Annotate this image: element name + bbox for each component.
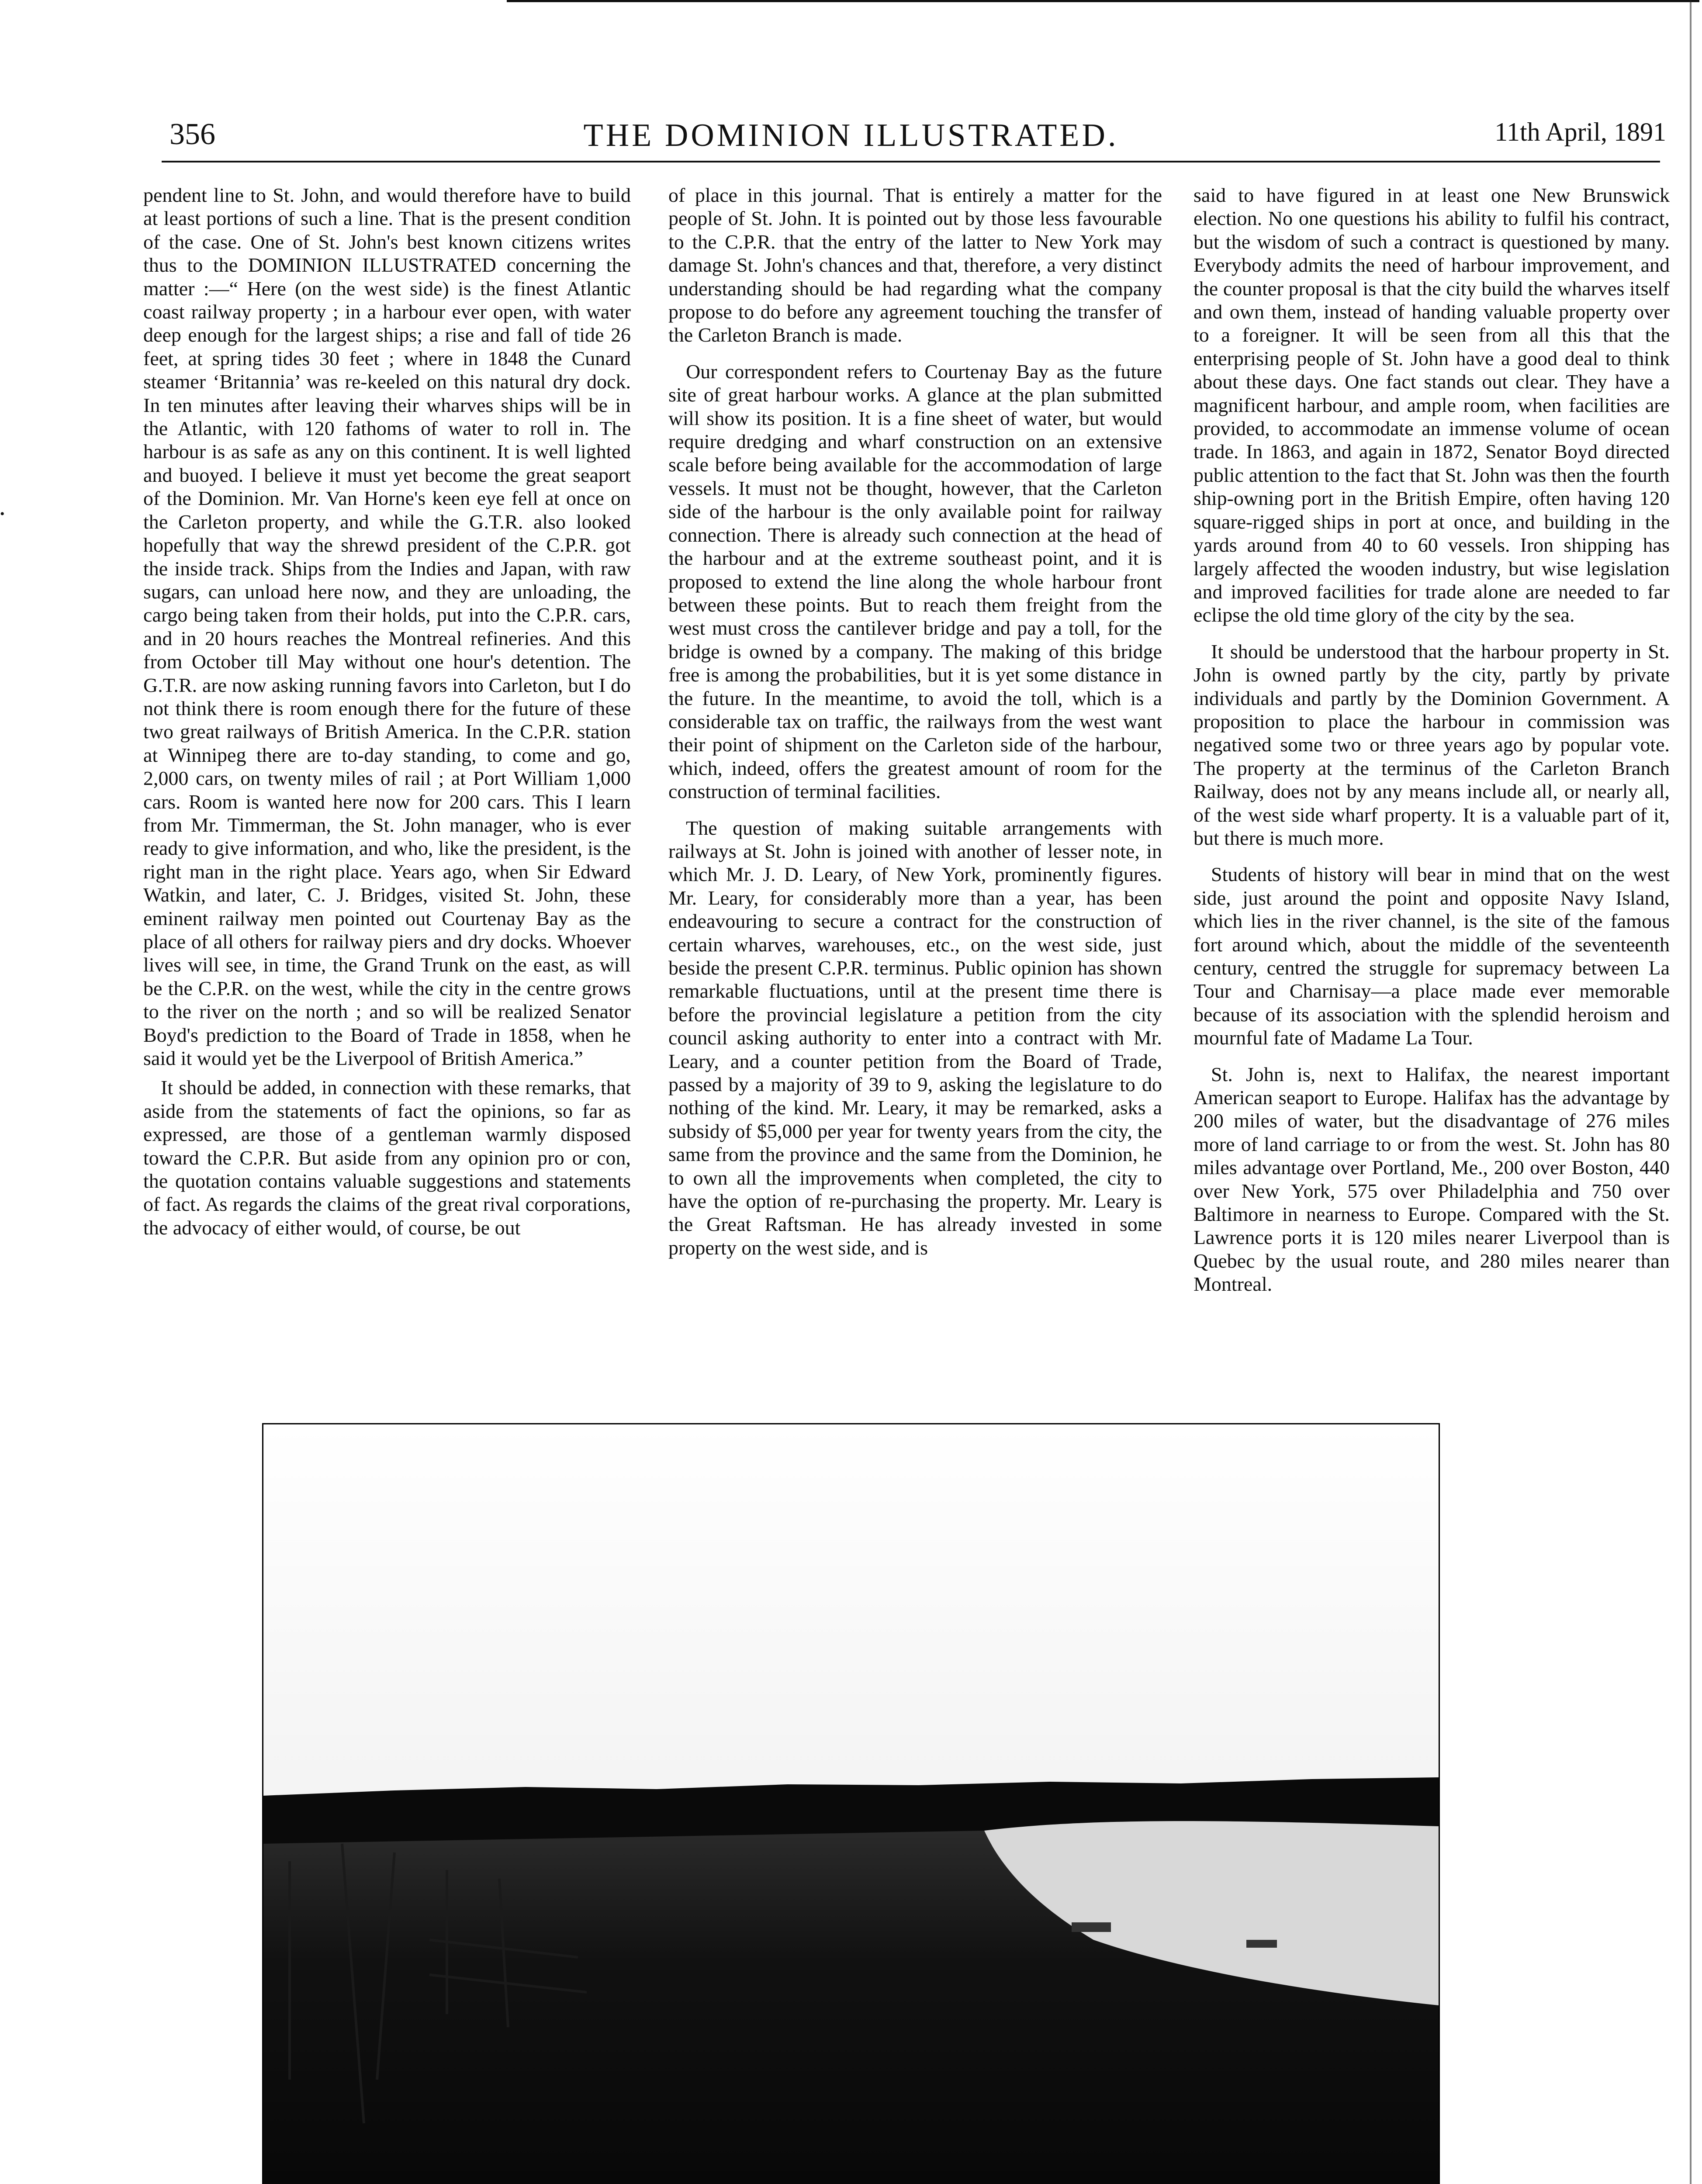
paragraph: It should be added, in connection with these remarks, that aside from the statements of fact the opinions, so far as expressed, are those of a gentleman warmly disposed toward the C.P.R. But aside from any opinion pro or con, the quotation contains valuable suggestions and statements of fact. As regards the claims of the great rival corporations, the advocacy of either would, of course, be out (143, 1076, 631, 1239)
text-column-1 (143, 183, 631, 1245)
paragraph: said to have figured in at least one New Brunswick election. No one questions his ability to fulfil his contract, but the wisdom of such a contract is questioned by many. Everybody admits the need of harbour improvement, and the counter proposal is that the city build the wharves itself and own them, instead of handing valuable property over to a foreigner. It will be seen from all this that the enterprising people of St. John have a good deal to think about these days. One fact stands out clear. They have a magnificent harbour, and ample room, when facilities are provided, to accommodate an immense volume of ocean trade. In 1863, and again in 1872, Senator Boyd directed public attention to the fact that St. John was then the fourth ship-owning port in the British Empire, often having 120 square-rigged ships in port at once, and building in the yards around from 40 to 60 vessels. Iron shipping has largely affected the wooden industry, but wise legislation and improved facilities for trade alone are needed to far eclipse the old time glory of the city by the sea. (1193, 184, 1670, 626)
paragraph: Our correspondent refers to Courtenay Bay as the future site of great harbour works. A glance at the plan submitted will show its position. It is a fine sheet of water, but would require dredging and wharf construction on an extensive scale before being available for the accommodation of large vessels. It must not be thought, however, that the Carleton side of the harbour is the only available point for railway connection. There is already such connection at the head of the harbour and at the extreme southeast point, and it is proposed to extend the line along the whole harbour front between these points. But to reach them freight from the west must cross the cantilever bridge and pay a toll, for the bridge is owned by a company. The making of this bridge free is among the probabilities, but it is yet some distance in the future. In the meantime, to avoid the toll, which is a considerable tax on traffic, the railways from the west want their point of shipment on the Carleton side of the harbour, which, indeed, offers the greatest amount of room for the construction of terminal facilities. (668, 360, 1162, 803)
paragraph: It should be understood that the harbour property in St. John is owned partly by the city, partly by private individuals and partly by the Dominion Government. A proposition to place the harbour in commission was negatived some two or three years ago by popular vote. The property at the terminus of the Carleton Branch Railway, does not by any means include all, or nearly all, of the west side wharf property. It is a valuable part of it, but there is much more. (1193, 640, 1670, 849)
page-header (0, 117, 1702, 165)
page-number: 356 (170, 117, 215, 151)
paragraph: The question of making suitable arrangements with railways at St. John is joined with another of lesser note, in which Mr. J. D. Leary, of New York, prominently figures. Mr. Leary, for considerably more than a year, has been endeavouring to secure a contract for the construction of certain wharves, warehouses, etc., on the west side, just beside the present C.P.R. terminus. Public opinion has shown remarkable fluctuations, until at the present time there is before the provincial legislature a petition from the city council asking authority to enter into a contract with Mr. Leary, and a counter petition from the Board of Trade, passed by a majority of 39 to 9, asking the legislature to do nothing of the kind. Mr. Leary, it may be remarked, asks a subsidy of $5,000 per year for twenty years from the city, the same from the province and the same from the Dominion, he to own all the improvements when completed, the city to have the option of re-purchasing the property. Mr. Leary is the Great Raftsman. He has already invested in some property on the west side, and is (668, 816, 1162, 1259)
text-column-2 (668, 183, 1162, 1265)
harbour-photograph (262, 1423, 1440, 2184)
paragraph: pendent line to St. John, and would therefore have to build at least portions of such a line. That is the present condition of the case. One of St. John's best known citizens writes thus to the DOMINION ILLUSTRATED concerning the matter :—“ Here (on the west side) is the finest Atlantic coast railway property ; in a harbour ever open, with water deep enough for the largest ships; a rise and fall of tide 26 feet, at spring tides 30 feet ; where in 1848 the Cunard steamer ‘Britannia’ was re-keeled on this natural dry dock. In ten minutes after leaving their wharves ships will be in the Atlantic, with 120 fathoms of water to roll in. The harbour is as safe as any on this continent. It is well lighted and buoyed. I believe it must yet become the great seaport of the Dominion. Mr. Van Horne's keen eye fell at once on the Carleton property, and while the G.T.R. also looked hopefully that way the shrewd president of the C.P.R. got the inside track. Ships from the Indies and Japan, with raw sugars, can unload here now, and they are unloading, the cargo being taken from their holds, put into the C.P.R. cars, and in 20 hours reaches the Montreal refineries. And this from October till May without one hour's detention. The G.T.R. are now asking running favors into Carleton, but I do not think there is room enough there for the future of these two great railways of British America. In the C.P.R. station at Winnipeg there are to-day standing, to come and go, 2,000 cars, on twenty miles of rail ; at Port William 1,000 cars. Room is wanted here now for 200 cars. This I learn from Mr. Timmerman, the St. John manager, who is ever ready to give information, and who, like the president, is the right man in the right place. Years ago, when Sir Edward Watkin, and later, C. J. Bridges, visited St. John, these eminent railway men pointed out Courtenay Bay as the place of all others for railway piers and dry docks. Whoever lives will see, in time, the Grand Trunk on the east, as will be the C.P.R. on the west, while the city in the centre grows to the river on the north ; and so will be realized Senator Boyd's prediction to the Board of Trade in 1858, when he said it would yet be the Liverpool of British America.” (143, 184, 631, 1070)
publication-title: THE DOMINION ILLUSTRATED. (583, 117, 1119, 153)
issue-date: 11th April, 1891 (1494, 117, 1666, 146)
text-column-3 (1193, 183, 1670, 1302)
paragraph: of place in this journal. That is entirely a matter for the people of St. John. It is pointed out by those less favourable to the C.P.R. that the entry of the latter to New York may damage St. John's chances and that, therefore, a very distinct understanding should be had regarding what the company propose to do before any agreement touching the transfer of the Carleton Branch is made. (668, 184, 1162, 346)
margin-mark: • (0, 507, 5, 521)
header-rule (162, 161, 1660, 162)
paragraph: St. John is, next to Halifax, the nearest important American seaport to Europe. Halifax has the advantage by 200 miles of water, but the disadvantage of 276 miles more of land carriage to or from the west. St. John has 80 miles advantage over Portland, Me., 200 over Boston, 440 over New York, 575 over Philadelphia and 750 over Baltimore in nearness to Europe. Compared with the St. Lawrence ports it is 120 miles nearer Liverpool than is Quebec by the usual route, and 280 miles nearer than Montreal. (1193, 1063, 1670, 1296)
harbour-photo-image (263, 1424, 1439, 2184)
page-edge (1690, 0, 1692, 2184)
top-border-rule (507, 0, 1699, 2)
paragraph: Students of history will bear in mind that on the west side, just around the point and opposite Navy Island, which lies in the river channel, is the site of the famous fort around which, about the middle of the seventeenth century, centred the struggle for supremacy between La Tour and Charnisay—a place made ever memorable because of its association with the splendid heroism and mournful fate of Madame La Tour. (1193, 863, 1670, 1049)
